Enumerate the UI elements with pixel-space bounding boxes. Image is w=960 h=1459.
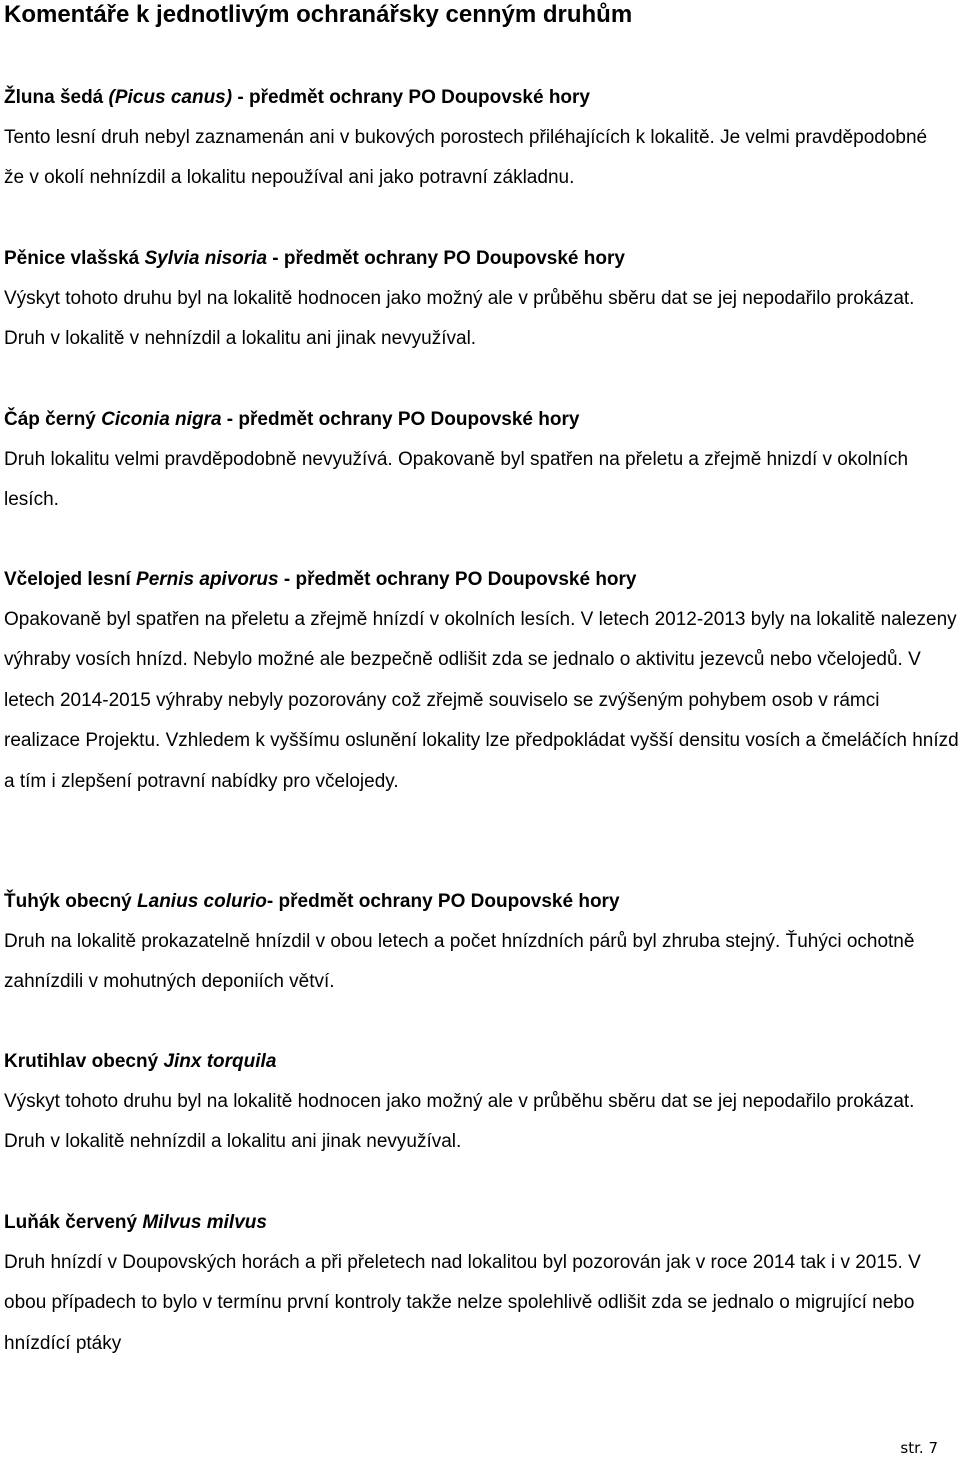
species-heading-suffix: - předmět ochrany PO Doupovské hory	[267, 248, 625, 269]
species-description: Druh hnízdí v Doupovských horách a při přeletech nad lokalitou byl pozorován jak v roce 2014 tak i v 2015. V obou případech to bylo v termínu první kontroly takže nelze spolehlivě odlišit zda se jednalo o migrující nebo hnízdící ptáky	[4, 1252, 921, 1354]
species-description: Druh lokalitu velmi pravděpodobně nevyužívá. Opakovaně byl spatřen na přeletu a zřejmě hnizdí v okolních lesích.	[4, 449, 909, 511]
species-common-name: Žluna šedá	[4, 87, 104, 108]
species-section-ciconia-nigra	[4, 400, 959, 521]
species-heading	[4, 882, 959, 922]
species-common-name: Krutihlav obecný	[4, 1051, 159, 1072]
species-section-pernis-apivorus	[4, 560, 959, 802]
species-description: Výskyt tohoto druhu byl na lokalitě hodnocen jako možný ale v průběhu sběru dat se jej nepodařilo prokázat. Druh v lokalitě nehnízdil a lokalitu ani jinak nevyužíval.	[4, 1091, 915, 1153]
species-heading-suffix: - předmět ochrany PO Doupovské hory	[278, 569, 637, 590]
species-heading	[4, 1203, 959, 1243]
species-section-lanius-colurio	[4, 882, 959, 1003]
species-section-jinx-torquila	[4, 1042, 959, 1163]
species-heading	[4, 78, 959, 118]
species-latin-name: Milvus milvus	[142, 1212, 267, 1233]
species-latin-name: Pernis apivorus	[136, 569, 279, 590]
species-latin-name: Lanius colurio	[137, 891, 267, 912]
species-latin-name: Ciconia nigra	[101, 409, 222, 430]
species-common-name: Ťuhýk obecný	[4, 891, 132, 912]
species-heading-suffix: - předmět ochrany PO Doupovské hory	[232, 87, 590, 108]
species-common-name: Luňák červený	[4, 1212, 138, 1233]
species-latin-name: Sylvia nisoria	[144, 248, 268, 269]
species-heading	[4, 560, 959, 600]
page-number: str. 7	[900, 1439, 938, 1457]
species-common-name: Pěnice vlašská	[4, 248, 140, 269]
species-common-name: Včelojed lesní	[4, 569, 131, 590]
species-description: Tento lesní druh nebyl zaznamenán ani v bukových porostech přiléhajících k lokalitě. Je velmi pravděpodobné že v okolí nehnízdil a lokalitu nepoužíval ani jako potravní základnu.	[4, 127, 928, 189]
species-section-milvus-milvus	[4, 1203, 959, 1364]
species-description: Druh na lokalitě prokazatelně hnízdil v obou letech a počet hnízdních párů byl zhruba stejný. Ťuhýci ochotně zahnízdili v mohutných deponiích větví.	[4, 931, 915, 993]
species-section-sylvia-nisoria	[4, 239, 959, 360]
species-heading	[4, 1042, 959, 1082]
page-title: Komentáře k jednotlivým ochranářsky cenným druhům	[4, 1, 633, 28]
species-latin-name: (Picus canus)	[108, 87, 233, 108]
species-heading	[4, 239, 959, 279]
species-description: Výskyt tohoto druhu byl na lokalitě hodnocen jako možný ale v průběhu sběru dat se jej nepodařilo prokázat. Druh v lokalitě v nehnízdil a lokalitu ani jinak nevyužíval.	[4, 288, 915, 350]
species-common-name: Čáp černý	[4, 409, 96, 430]
species-latin-name: Jinx torquila	[163, 1051, 277, 1072]
species-heading-suffix: - předmět ochrany PO Doupovské hory	[221, 409, 580, 430]
species-description: Opakovaně byl spatřen na přeletu a zřejmě hnízdí v okolních lesích. V letech 2012-2013 byly na lokalitě nalezeny výhraby vosích hnízd. Nebylo možné ale bezpečně odlišit zda se jednalo o aktivitu jezevců nebo včelojedů. V letech 2014-2015 výhraby nebyly pozorovány což zřejmě souviselo se zvýšeným pohybem osob v rámci realizace Projektu. Vzhledem k vyššímu oslunění lokality lze předpokládat vyšší densitu vosích a čmeláčích hnízd a tím i zlepšení potravní nabídky pro včelojedy.	[4, 609, 959, 792]
species-section-picus-canus	[4, 78, 959, 199]
species-heading-suffix: - předmět ochrany PO Doupovské hory	[266, 891, 620, 912]
species-heading	[4, 400, 959, 440]
